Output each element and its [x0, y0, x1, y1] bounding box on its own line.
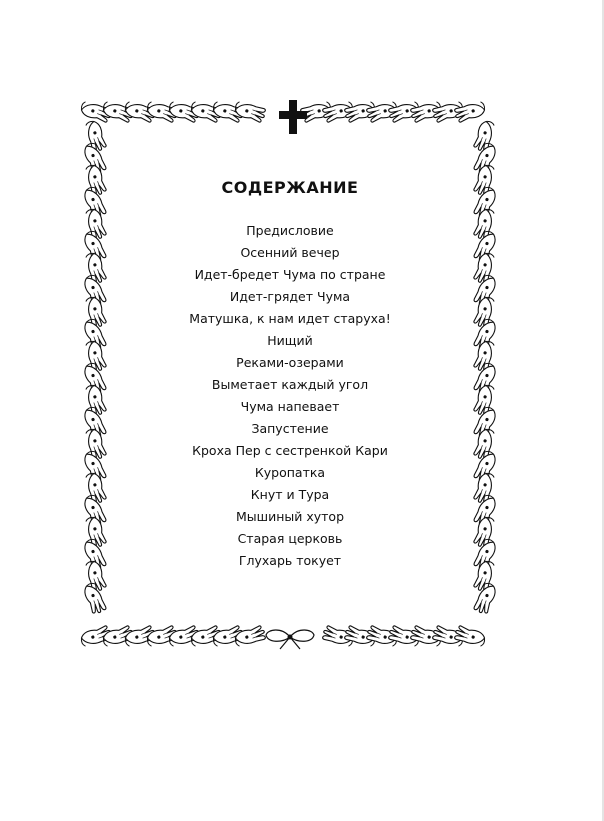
toc-item[interactable]: Кроха Пер с сестренкой Кари [192, 443, 388, 458]
toc-item[interactable]: Мышиный хутор [235, 509, 344, 524]
toc-item[interactable]: Матушка, к нам идет старуха! [189, 311, 391, 326]
toc-item[interactable]: Осенний вечер [240, 245, 340, 260]
toc-item[interactable]: Глухарь токует [238, 553, 342, 568]
toc-item[interactable]: Идет-грядет Чума [229, 289, 351, 304]
toc-item[interactable]: Выметает каждый угол [211, 377, 369, 392]
toc-item[interactable]: Куропатка [254, 465, 326, 480]
hand-ornament [453, 99, 487, 124]
page-title: СОДЕРЖАНИЕ [221, 178, 359, 197]
bow-ornament [266, 630, 314, 649]
toc-item[interactable]: Предисловие [246, 223, 334, 238]
toc-item[interactable]: Реками-озерами [236, 355, 344, 370]
toc-item[interactable]: Идет-бредет Чума по стране [194, 267, 386, 282]
toc-list [130, 220, 450, 572]
table-of-contents [130, 178, 450, 572]
toc-item[interactable]: Запустение [251, 421, 329, 436]
toc-item[interactable]: Старая церковь [237, 531, 343, 546]
toc-item[interactable]: Чума напевает [240, 399, 340, 414]
cross-icon [279, 100, 307, 134]
toc-item[interactable]: Нищий [267, 333, 313, 348]
toc-item[interactable]: Кнут и Тура [250, 487, 330, 502]
hand-ornament [453, 624, 487, 649]
